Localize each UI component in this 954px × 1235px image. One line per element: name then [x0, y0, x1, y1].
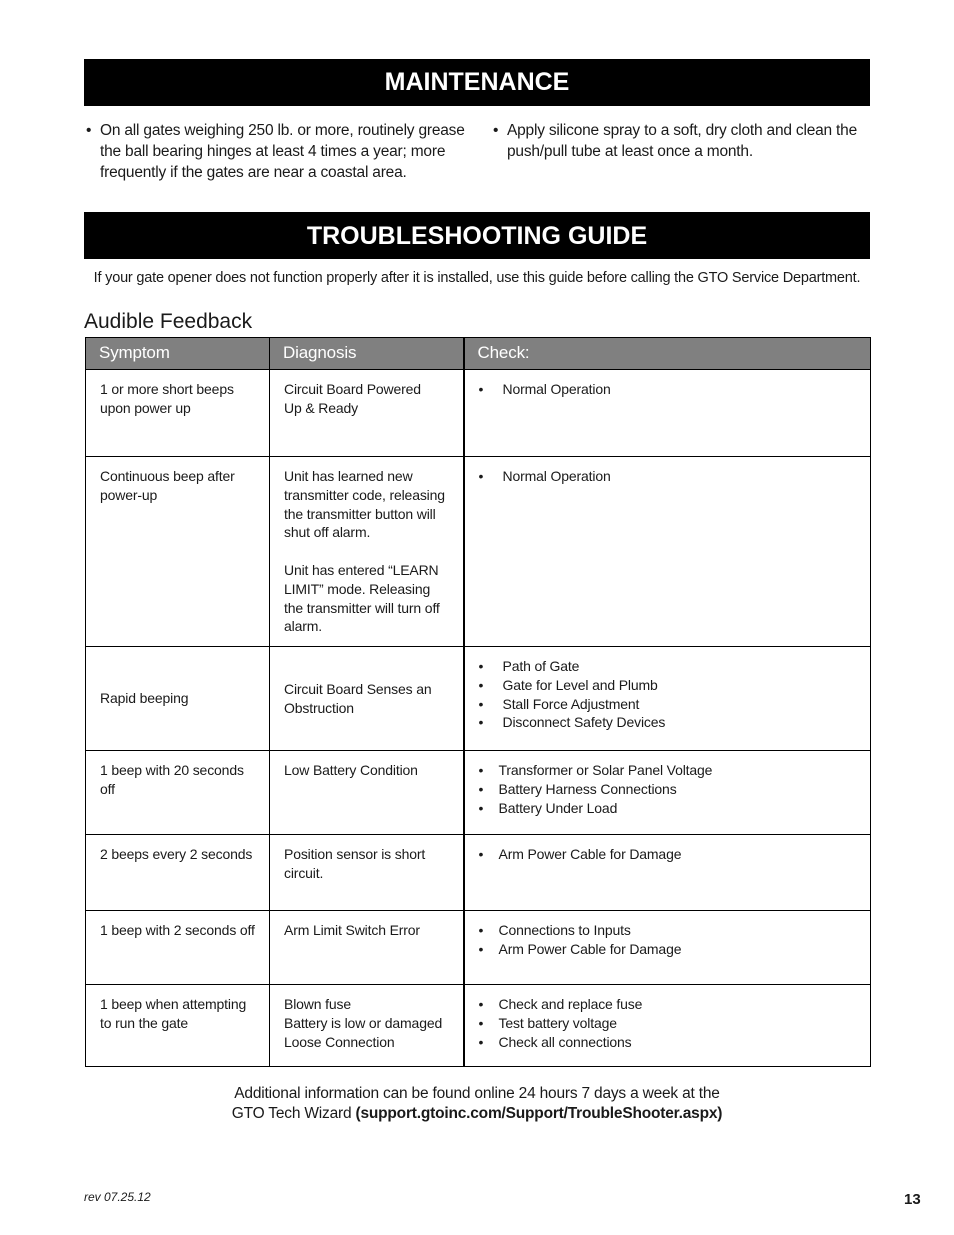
footer-line-2	[84, 1104, 870, 1124]
diagnosis-cell	[270, 457, 464, 647]
bullet-dot: •	[478, 658, 484, 674]
tech-wizard-link[interactable]: (support.gtoinc.com/Support/TroubleShooter.aspx)	[355, 1105, 723, 1122]
bullet-dot: •	[478, 846, 484, 862]
check-item	[479, 761, 861, 780]
header-check: Check:	[464, 338, 871, 370]
check-item-text: Test battery voltage	[498, 1014, 617, 1031]
check-item-text: Battery Under Load	[498, 799, 618, 816]
check-item-text: Normal Operation	[502, 381, 611, 397]
diagnosis-line: shut off alarm.	[284, 524, 371, 541]
diagnosis-line: Low Battery Condition	[284, 762, 418, 778]
check-item	[479, 995, 861, 1014]
bullet-dot: •	[478, 940, 484, 957]
bullet-dot: •	[478, 996, 484, 1012]
revision-label: rev 07.25.12	[84, 1190, 151, 1204]
bullet-dot: •	[478, 695, 484, 712]
diagnosis-line: alarm.	[284, 618, 322, 635]
diagnosis-line: Up & Ready	[284, 399, 358, 416]
bullet-dot: •	[478, 676, 484, 693]
footer-info	[84, 1084, 870, 1124]
header-symptom: Symptom	[86, 338, 270, 370]
bullet-dot: •	[478, 1014, 484, 1031]
diagnosis-line: Arm Limit Switch Error	[284, 922, 420, 938]
maintenance-heading: MAINTENANCE	[84, 59, 870, 106]
diagnosis-line: the transmitter button will	[284, 505, 436, 522]
check-cell	[464, 985, 871, 1067]
diagnosis-line: Obstruction	[284, 699, 354, 716]
symptom-line: 2 beeps every 2 seconds	[100, 846, 253, 862]
table-row	[86, 370, 871, 457]
check-item	[479, 921, 861, 940]
bullet-dot: •	[478, 1033, 484, 1050]
audible-feedback-title: Audible Feedback	[84, 310, 253, 333]
table-row	[86, 751, 871, 835]
diagnosis-line: Blown fuse	[284, 996, 351, 1012]
bullet-dot: •	[86, 122, 92, 139]
diagnosis-cell	[270, 751, 464, 835]
table-row	[86, 647, 871, 751]
diagnosis-line: Circuit Board Senses an	[284, 680, 432, 697]
symptom-line: upon power up	[100, 399, 191, 416]
symptom-line: Continuous beep after	[100, 468, 235, 484]
bullet-dot: •	[478, 922, 484, 938]
check-item-text: Normal Operation	[502, 468, 611, 484]
table-row	[86, 911, 871, 985]
check-cell	[464, 751, 871, 835]
diagnosis-cell	[270, 911, 464, 985]
symptom-cell	[86, 647, 270, 751]
check-item-text: Arm Power Cable for Damage	[498, 846, 682, 862]
diagnosis-cell	[270, 835, 464, 911]
check-list	[479, 995, 861, 1051]
troubleshooting-heading: TROUBLESHOOTING GUIDE	[84, 212, 870, 259]
symptom-line: 1 beep with 20 seconds	[100, 762, 244, 778]
symptom-cell	[86, 985, 270, 1067]
maintenance-bullet-text: Apply silicone spray to a soft, dry cloth and clean the push/pull tube at least once a month.	[507, 122, 858, 160]
check-cell	[464, 835, 871, 911]
table-row	[86, 457, 871, 647]
diagnosis-line: Circuit Board Powered	[284, 381, 421, 397]
check-item-text: Check and replace fuse	[498, 996, 643, 1012]
check-list	[479, 467, 861, 486]
check-item	[479, 1014, 861, 1033]
check-item-text: Battery Harness Connections	[498, 780, 677, 797]
check-item	[479, 467, 861, 486]
table-header-row	[86, 338, 871, 370]
diagnosis-line: circuit.	[284, 864, 324, 881]
diagnosis-line: Position sensor is short	[284, 846, 426, 862]
check-item	[479, 380, 861, 399]
symptom-line: 1 or more short beeps	[100, 381, 234, 397]
diagnosis-line: the transmitter will turn off	[284, 599, 440, 616]
diagnosis-cell	[270, 647, 464, 751]
bullet-dot: •	[478, 780, 484, 797]
check-item-text: Transformer or Solar Panel Voltage	[498, 762, 713, 778]
check-item-text: Gate for Level and Plumb	[502, 676, 658, 693]
check-item	[479, 799, 861, 818]
bullet-dot: •	[493, 122, 499, 139]
table-row	[86, 835, 871, 911]
symptom-cell	[86, 370, 270, 457]
symptom-line: Rapid beeping	[100, 690, 189, 707]
bullet-dot: •	[478, 381, 484, 397]
check-item	[479, 940, 861, 959]
symptom-cell	[86, 751, 270, 835]
footer-tech-wizard-label: GTO Tech Wizard	[231, 1105, 352, 1122]
check-cell	[464, 911, 871, 985]
bullet-dot: •	[478, 762, 484, 778]
diagnosis-cell	[270, 370, 464, 457]
symptom-line: off	[100, 780, 115, 797]
table-row	[86, 985, 871, 1067]
symptom-line: 1 beep with 2 seconds off	[100, 922, 255, 938]
check-item	[479, 1033, 861, 1052]
check-item	[479, 695, 861, 714]
audible-feedback-table	[85, 337, 871, 1067]
symptom-line: power-up	[100, 486, 158, 503]
diagnosis-line: LIMIT” mode. Releasing	[284, 580, 431, 597]
symptom-cell	[86, 457, 270, 647]
check-item-text: Stall Force Adjustment	[502, 695, 640, 712]
diagnosis-line: transmitter code, releasing	[284, 486, 445, 503]
check-cell	[464, 370, 871, 457]
maintenance-bullet-text: On all gates weighing 250 lb. or more, routinely grease the ball bearing hinges at least 4 times a year; more frequently if the gates are near a coastal area.	[100, 122, 465, 181]
check-cell	[464, 647, 871, 751]
check-item-text: Arm Power Cable for Damage	[498, 940, 682, 957]
check-item-text: Connections to Inputs	[498, 922, 631, 938]
diagnosis-line: Battery is low or damaged	[284, 1014, 443, 1031]
check-list	[479, 380, 861, 399]
maintenance-bullet-silicone	[493, 120, 873, 162]
check-item-text: Path of Gate	[502, 658, 580, 674]
check-item	[479, 657, 861, 676]
diagnosis-line: Unit has entered “LEARN	[284, 561, 439, 578]
symptom-line: to run the gate	[100, 1014, 189, 1031]
diagnosis-line	[284, 542, 453, 561]
check-list	[479, 921, 861, 959]
bullet-dot: •	[478, 799, 484, 816]
check-item	[479, 713, 861, 732]
check-list	[479, 657, 861, 732]
header-diagnosis: Diagnosis	[270, 338, 464, 370]
bullet-dot: •	[478, 714, 484, 731]
check-item	[479, 780, 861, 799]
page-number: 13	[904, 1191, 921, 1208]
bullet-dot: •	[478, 468, 484, 484]
check-item	[479, 845, 861, 864]
footer-line-1: Additional information can be found online 24 hours 7 days a week at the	[234, 1085, 720, 1102]
check-item-text: Disconnect Safety Devices	[502, 714, 666, 731]
check-list	[479, 845, 861, 864]
symptom-cell	[86, 835, 270, 911]
symptom-cell	[86, 911, 270, 985]
diagnosis-line: Unit has learned new	[284, 468, 413, 484]
check-cell	[464, 457, 871, 647]
diagnosis-cell	[270, 985, 464, 1067]
troubleshooting-intro: If your gate opener does not function properly after it is installed, use this guide before calling the GTO Service Department.	[93, 270, 861, 286]
maintenance-bullet-grease	[86, 120, 466, 183]
symptom-line: 1 beep when attempting	[100, 996, 247, 1012]
check-item	[479, 676, 861, 695]
diagnosis-line: Loose Connection	[284, 1033, 395, 1050]
check-list	[479, 761, 861, 817]
check-item-text: Check all connections	[498, 1033, 632, 1050]
